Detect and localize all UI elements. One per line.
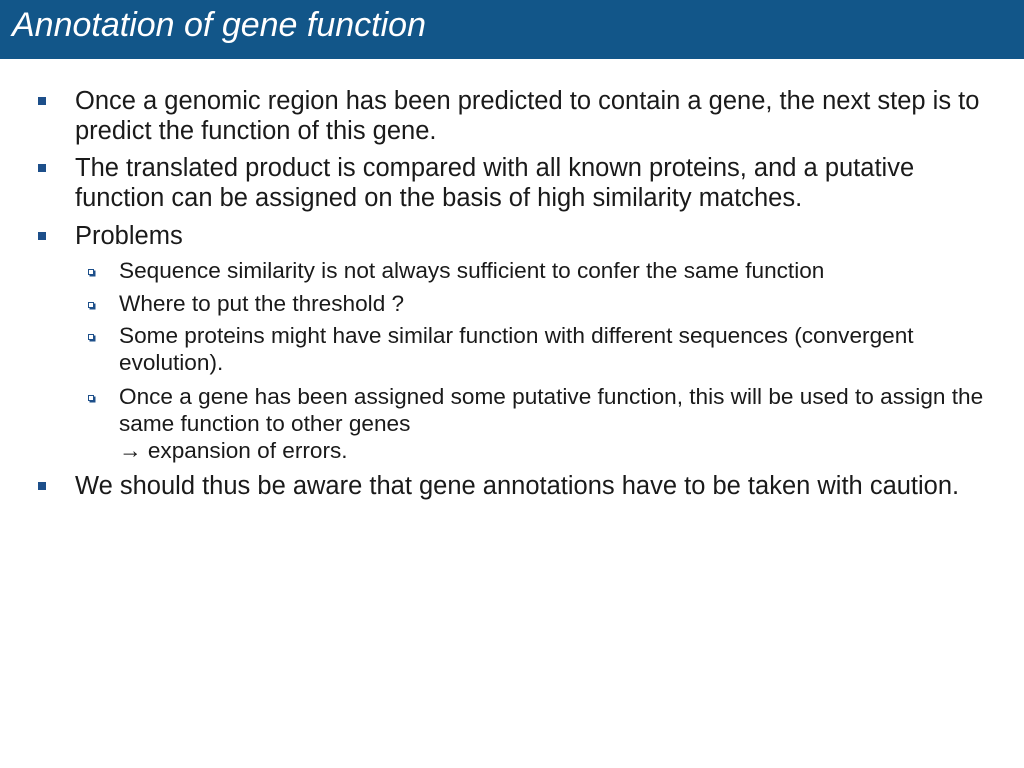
- sub-bullet-line: Where to put the threshold ?: [119, 291, 405, 316]
- sub-bullet-line: same function to other genes: [119, 411, 411, 436]
- bullet-text: [75, 86, 979, 146]
- sub-bullet-line-arrow: → expansion of errors.: [119, 438, 348, 463]
- bullet-text: [75, 471, 959, 501]
- bullet-line: Problems: [75, 222, 183, 250]
- filled-square-bullet-icon: [38, 97, 46, 105]
- hollow-square-bullet-icon: [88, 395, 94, 401]
- sub-bullet-line: Sequence similarity is not always sufficient to confer the same function: [119, 258, 825, 283]
- sub-bullet-text: [119, 322, 914, 376]
- filled-square-bullet-icon: [38, 164, 46, 172]
- sub-bullet-text: [119, 290, 404, 317]
- sub-bullet-line: evolution).: [119, 350, 224, 375]
- sub-bullet-line: Once a gene has been assigned some putative function, this will be used to assign the: [119, 384, 984, 409]
- hollow-square-bullet-icon: [88, 302, 94, 308]
- filled-square-bullet-icon: [38, 232, 46, 240]
- slide-title: Annotation of gene function: [12, 6, 426, 44]
- bullet-line: The translated product is compared with all known proteins, and a putative: [75, 154, 915, 182]
- sub-bullet-text: [119, 257, 824, 284]
- bullet-text: [75, 221, 183, 251]
- bullet-line: Once a genomic region has been predicted to contain a gene, the next step is to: [75, 87, 980, 115]
- bullet-line: We should thus be aware that gene annotations have to be taken with caution.: [75, 472, 960, 500]
- slide-header: [0, 0, 1024, 59]
- bullet-text: [75, 153, 914, 213]
- hollow-square-bullet-icon: [88, 334, 94, 340]
- sub-bullet-line: Some proteins might have similar function with different sequences (convergent: [119, 323, 914, 348]
- filled-square-bullet-icon: [38, 482, 46, 490]
- bullet-line: predict the function of this gene.: [75, 117, 437, 145]
- hollow-square-bullet-icon: [88, 269, 94, 275]
- bullet-line: function can be assigned on the basis of high similarity matches.: [75, 184, 803, 212]
- sub-bullet-text: [119, 383, 983, 464]
